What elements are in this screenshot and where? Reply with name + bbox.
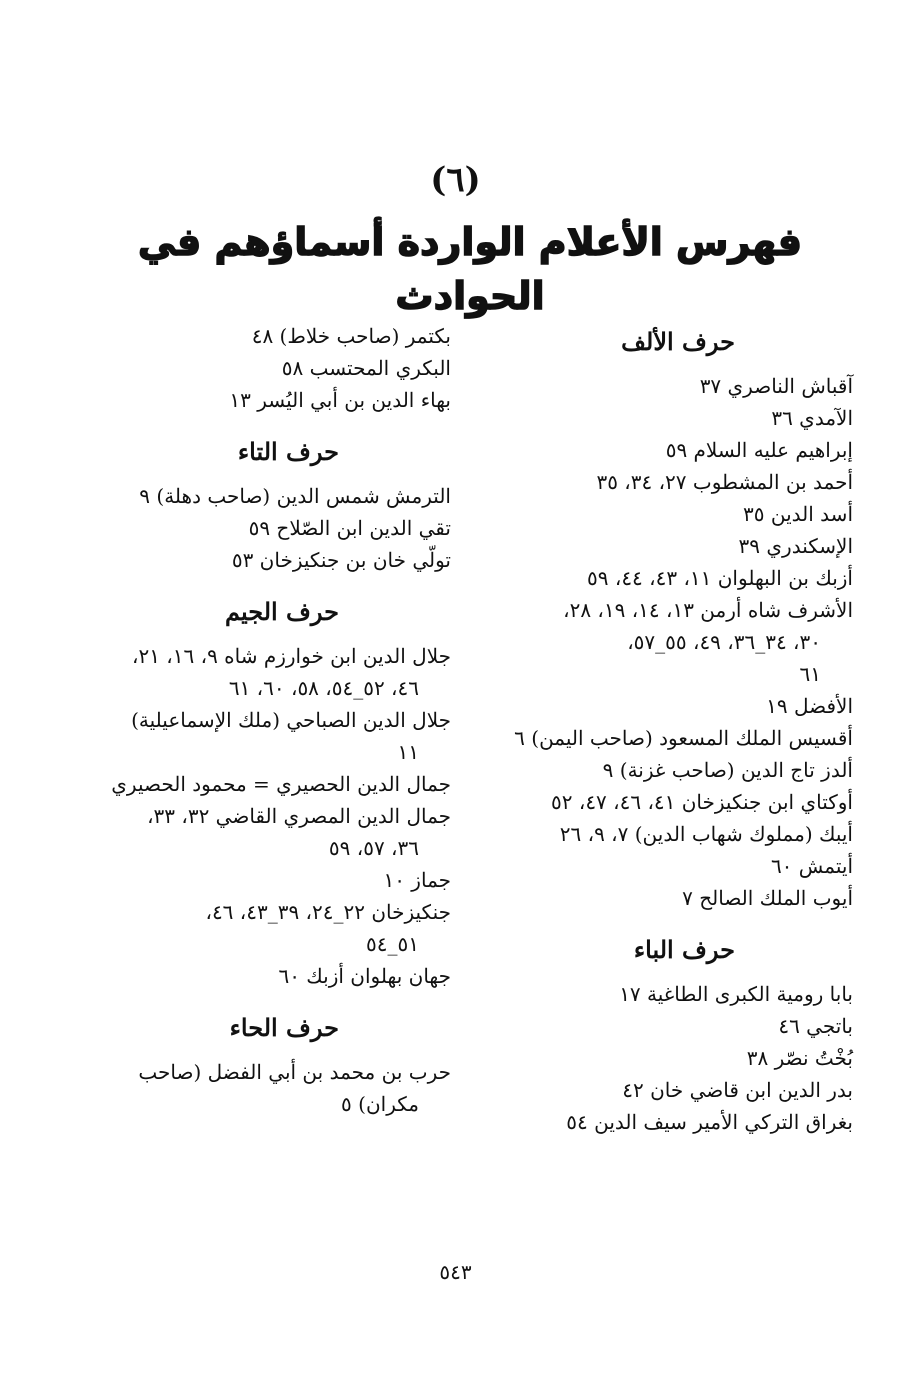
- index-entry: باتجي ٤٦: [778, 1014, 853, 1038]
- index-entry-continuation: ٦١: [799, 662, 821, 686]
- section-heading-jeem: حرف الجيم: [225, 597, 339, 626]
- index-entry: جنكيزخان ٢٢_٢٤، ٣٩_٤٣، ٤٦،: [205, 900, 451, 924]
- index-entry: الإسكندري ٣٩: [738, 534, 853, 558]
- index-entry-continuation: ٣٠، ٣٤_٣٦، ٤٩، ٥٥_٥٧،: [627, 630, 821, 654]
- index-entry: بكتمر (صاحب خلاط) ٤٨: [251, 324, 451, 348]
- page-number: ٥٤٣: [439, 1260, 472, 1284]
- index-entry: أيتمش ٦٠: [770, 854, 853, 878]
- index-entry: تولّي خان بن جنكيزخان ٥٣: [231, 548, 451, 572]
- section-heading-baa: حرف الباء: [633, 935, 735, 964]
- index-entry: أسد الدين ٣٥: [743, 502, 853, 526]
- index-entry: جمال الدين المصري القاضي ٣٢، ٣٣،: [147, 804, 451, 828]
- index-entry: بهاء الدين بن أبي اليُسر ١٣: [229, 388, 451, 412]
- index-entry: بُخْتُ نصّر ٣٨: [746, 1046, 853, 1070]
- page-title: فهرس الأعلام الواردة أسماؤهم في الحوادث: [137, 220, 803, 318]
- index-entry: البكري المحتسب ٥٨: [281, 356, 451, 380]
- index-entry: إبراهيم عليه السلام ٥٩: [665, 438, 853, 462]
- index-entry: أحمد بن المشطوب ٢٧، ٣٤، ٣٥: [596, 470, 853, 494]
- index-entry: بابا رومية الكبرى الطاغية ١٧: [619, 982, 853, 1006]
- index-entry: الأفضل ١٩: [766, 694, 853, 718]
- index-column-left: [99, 320, 451, 1120]
- chapter-number: (٦): [430, 160, 481, 200]
- index-entry: أزبك بن البهلوان ١١، ٤٣، ٤٤، ٥٩: [587, 566, 853, 590]
- index-entry: أيوب الملك الصالح ٧: [682, 886, 853, 910]
- index-entry: جلال الدين الصباحي (ملك الإسماعيلية): [131, 708, 451, 732]
- index-entry: جهان بهلوان أزبك ٦٠: [278, 964, 451, 988]
- index-column-right: [493, 320, 853, 1138]
- index-entry: الترمش شمس الدين (صاحب دهلة) ٩: [139, 484, 451, 508]
- section-heading-taa: حرف التاء: [237, 437, 339, 466]
- index-entry-continuation: ٤٦، ٥٢_٥٤، ٥٨، ٦٠، ٦١: [228, 676, 419, 700]
- index-entry: جماز ١٠: [383, 868, 451, 892]
- index-entry: أوكتاي ابن جنكيزخان ٤١، ٤٦، ٤٧، ٥٢: [551, 790, 853, 814]
- index-entry: ألدز تاج الدين (صاحب غزنة) ٩: [602, 758, 853, 782]
- section-heading-haa: حرف الحاء: [229, 1013, 339, 1042]
- index-entry: الأشرف شاه أرمن ١٣، ١٤، ١٩، ٢٨،: [563, 598, 853, 622]
- index-entry: تقي الدين ابن الصّلاح ٥٩: [248, 516, 451, 540]
- index-entry-continuation: ٣٦، ٥٧، ٥٩: [328, 836, 419, 860]
- index-entry: أيبك (مملوك شهاب الدين) ٧، ٩، ٢٦: [559, 822, 853, 846]
- index-entry: جلال الدين ابن خوارزم شاه ٩، ١٦، ٢١،: [132, 644, 451, 668]
- index-entry: أقسيس الملك المسعود (صاحب اليمن) ٦: [514, 726, 853, 750]
- index-entry: بغراق التركي الأمير سيف الدين ٥٤: [566, 1110, 853, 1134]
- index-entry: الآمدي ٣٦: [771, 406, 853, 430]
- index-entry-continuation: مكران) ٥: [341, 1092, 419, 1116]
- index-entry-continuation: ١١: [397, 740, 419, 764]
- index-entry: آقباش الناصري ٣٧: [699, 374, 853, 398]
- index-entry: بدر الدين ابن قاضي خان ٤٢: [622, 1078, 853, 1102]
- section-heading-alef: حرف الألف: [621, 327, 735, 356]
- index-entry-continuation: ٥١_٥٤: [366, 932, 419, 956]
- index-entry: جمال الدين الحصيري = محمود الحصيري: [111, 772, 451, 796]
- index-entry: حرب بن محمد بن أبي الفضل (صاحب: [138, 1060, 451, 1084]
